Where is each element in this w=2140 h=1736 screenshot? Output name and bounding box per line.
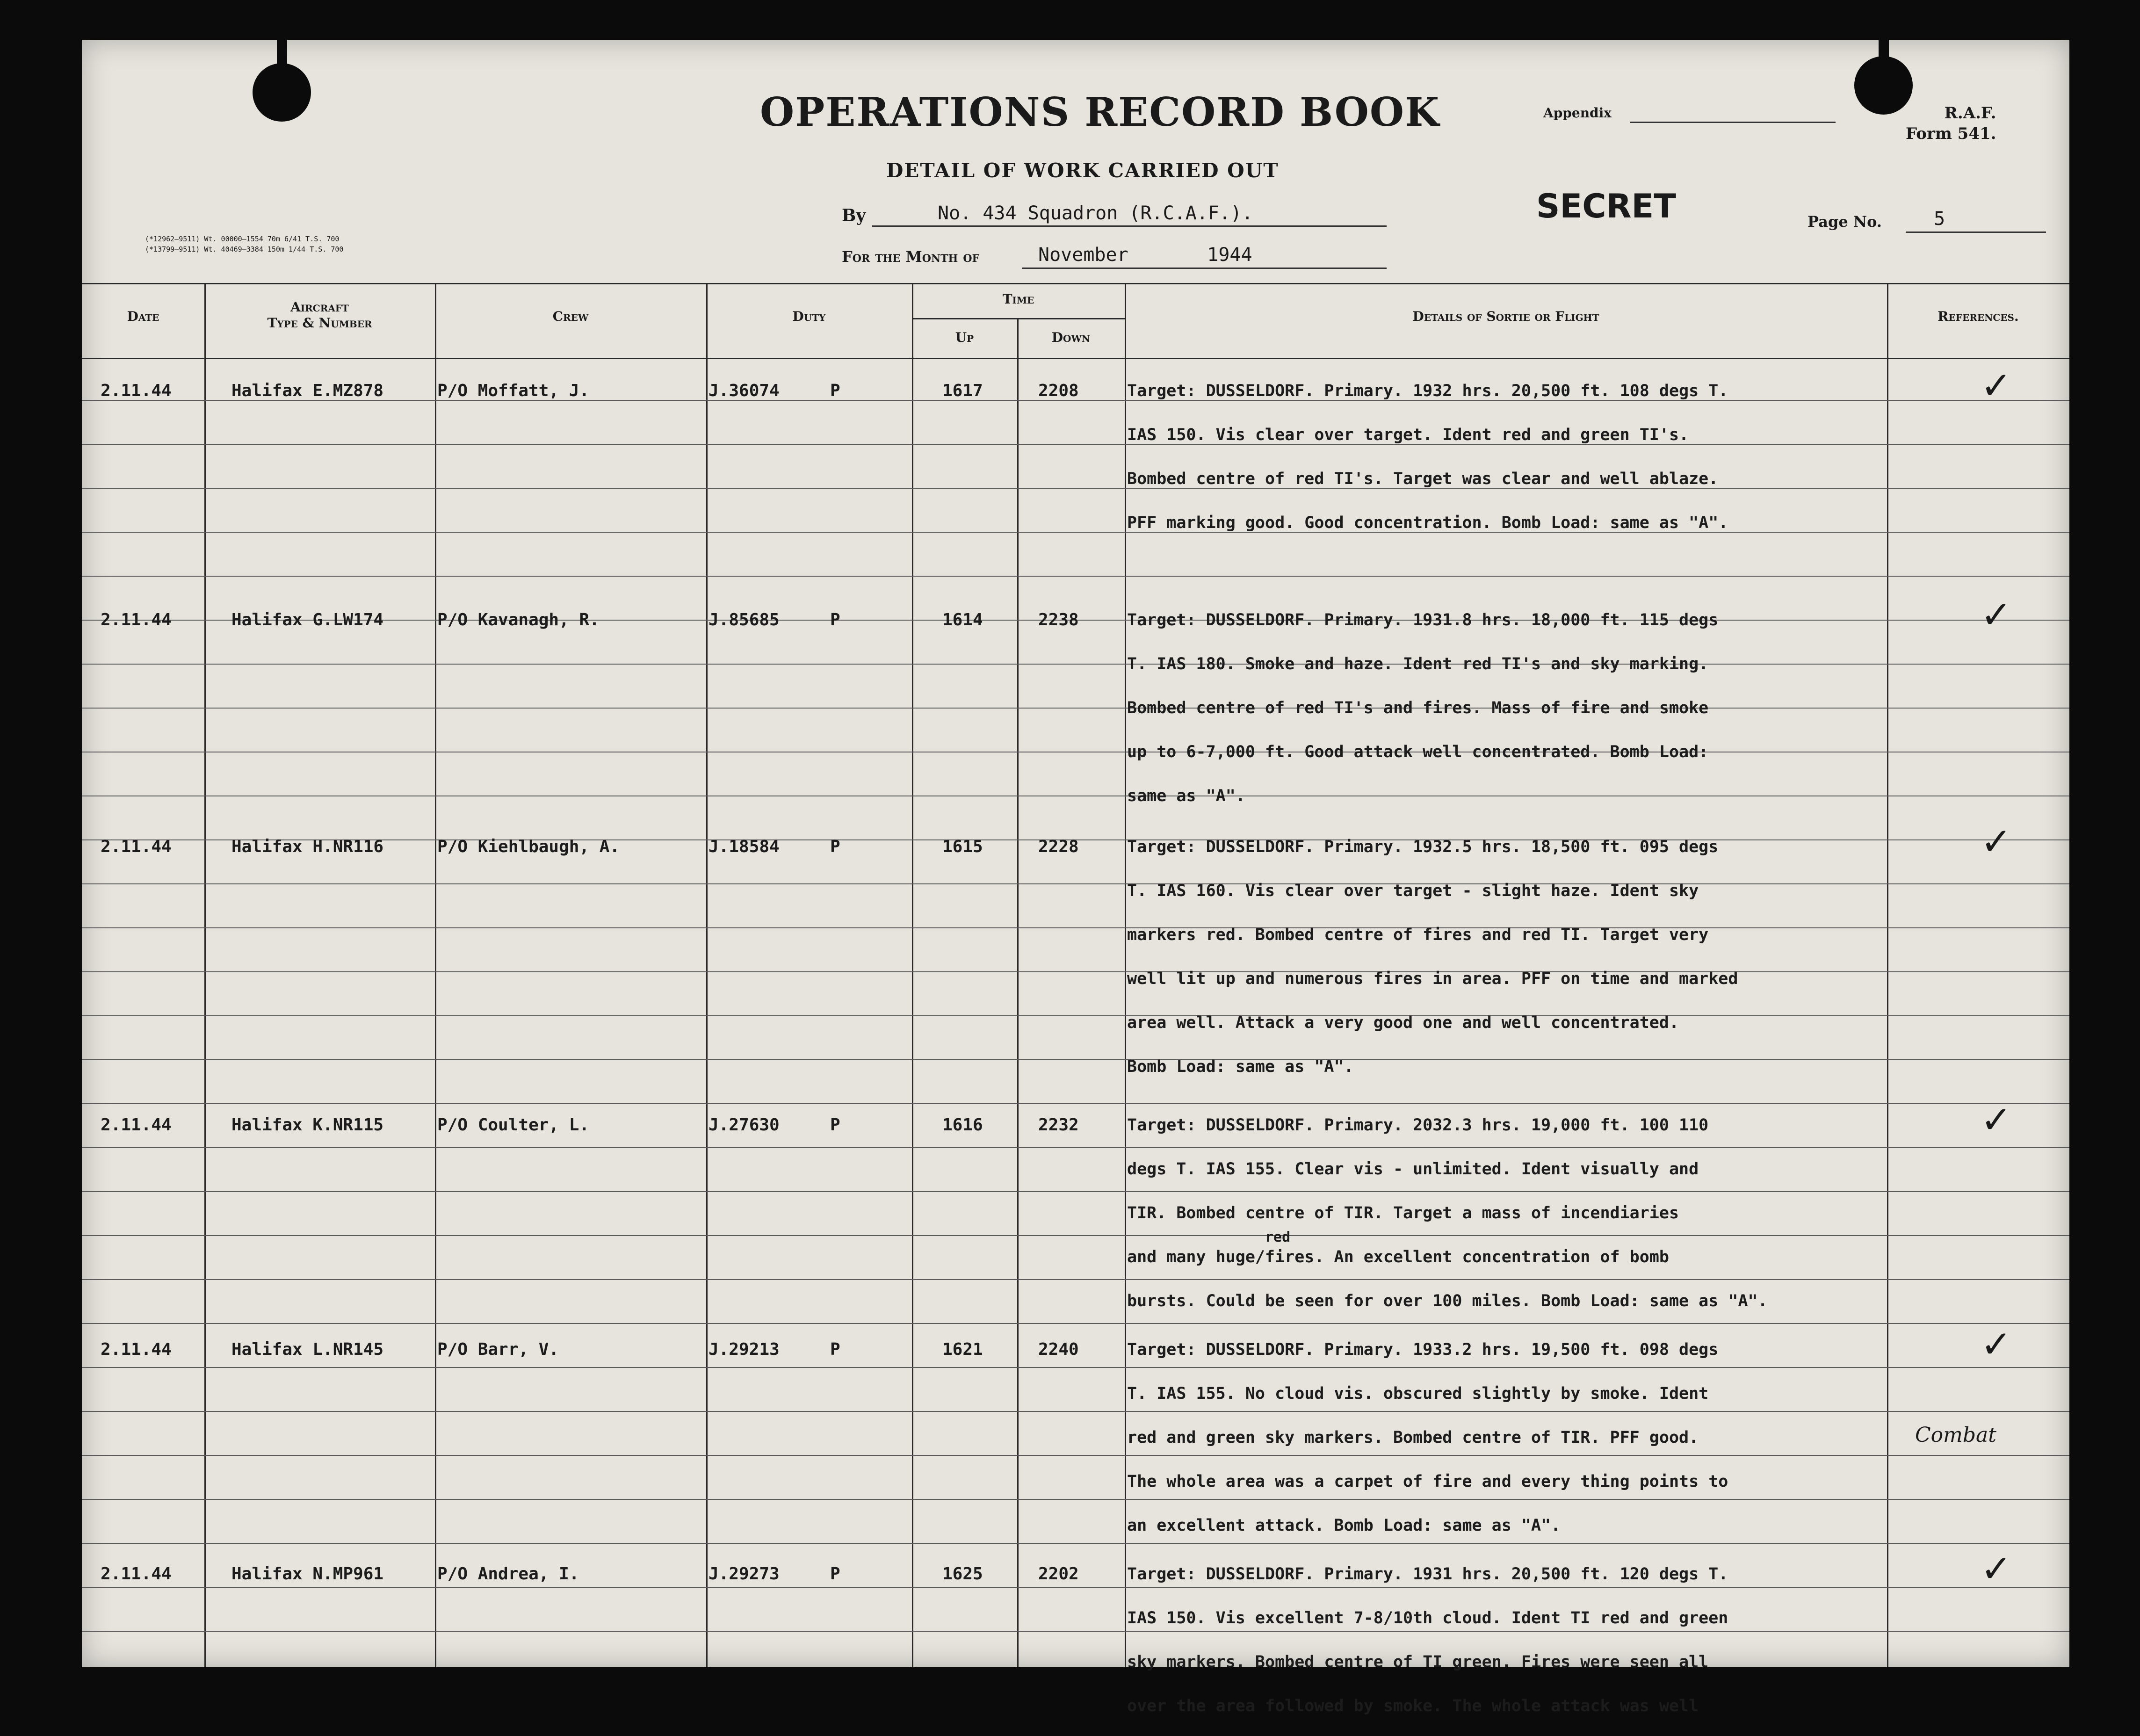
entry-aircraft: Halifax L.NR145 <box>231 1340 384 1359</box>
entry-detail-line: bursts. Could be seen for over 100 miles. Bomb Load: same as "A". <box>1127 1292 1768 1310</box>
reference-checkmark: ✓ <box>1981 820 2012 863</box>
entry-detail-line: Bomb Load: same as "A". <box>1127 1057 1354 1076</box>
entry-detail-line: Target: DUSSELDORF. Primary. 1933.2 hrs. 19,500 ft. 098 degs <box>1127 1340 1719 1359</box>
entry-service-no: J.29213 <box>709 1340 780 1359</box>
entry-detail-line: T. IAS 160. Vis clear over target - slight haze. Ident sky <box>1127 882 1699 900</box>
entry-detail-line: Target: DUSSELDORF. Primary. 1931.8 hrs. 18,000 ft. 115 degs <box>1127 611 1719 629</box>
entry-duty: P <box>830 1115 840 1135</box>
month-value <box>1038 244 1252 266</box>
entry-detail-line: markers red. Bombed centre of fires and red TI. Target very <box>1127 926 1709 944</box>
entry-duty: P <box>830 381 840 400</box>
entry-date: 2.11.44 <box>101 837 172 856</box>
entry-duty: P <box>830 1340 840 1359</box>
entry-time-up: 1617 <box>942 381 983 400</box>
entry-time-up: 1614 <box>942 610 983 629</box>
entry-detail-line: T. IAS 155. No cloud vis. obscured slightly by smoke. Ident <box>1127 1384 1709 1403</box>
entry-duty: P <box>830 837 840 856</box>
column-time-up: Up <box>955 330 974 345</box>
entry-crew: P/O Kiehlbaugh, A. <box>437 837 620 856</box>
entry-detail-line: Bombed centre of red TI's and fires. Mass of fire and smoke <box>1127 699 1709 717</box>
entry-date: 2.11.44 <box>101 1564 172 1584</box>
month: November <box>1038 244 1128 266</box>
entry-detail-line: degs T. IAS 155. Clear vis - unlimited. Ident visually and <box>1127 1160 1699 1179</box>
entry-time-down: 2202 <box>1038 1564 1079 1584</box>
entry-crew: P/O Moffatt, J. <box>437 381 590 400</box>
print-code <box>145 234 343 254</box>
year: 1944 <box>1207 244 1252 266</box>
column-time: Time <box>1002 291 1034 307</box>
entry-detail-line: up to 6-7,000 ft. Good attack well concentrated. Bomb Load: <box>1127 743 1709 761</box>
column-aircraft-line-1: Aircraft <box>290 299 349 315</box>
reference-checkmark: ✓ <box>1981 1098 2012 1142</box>
entry-detail-line: Target: DUSSELDORF. Primary. 1932 hrs. 20,500 ft. 108 degs T. <box>1127 382 1728 400</box>
column-references: References. <box>1938 309 2019 324</box>
form-code <box>1906 103 1996 144</box>
entry-detail-line: T. IAS 180. Smoke and haze. Ident red TI's and sky marking. <box>1127 655 1709 673</box>
record-sheet <box>82 40 2069 1715</box>
entry-date: 2.11.44 <box>101 381 172 400</box>
entry-time-up: 1621 <box>942 1340 983 1359</box>
document-title: OPERATIONS RECORD BOOK <box>760 89 1440 135</box>
entry-detail-line: PFF marking good. Good concentration. Bomb Load: same as "A". <box>1127 514 1728 532</box>
entry-detail-line: TIR. Bombed centre of TIR. Target a mass of incendiaries <box>1127 1204 1679 1222</box>
month-label: For the Month of <box>842 248 980 266</box>
entry-service-no: J.36074 <box>709 381 780 400</box>
entry-detail-line: red and green sky markers. Bombed centre of TIR. PFF good. <box>1127 1428 1699 1447</box>
entry-detail-line: over the area followed by smoke. The whole attack was well <box>1127 1697 1699 1715</box>
entry-crew: P/O Barr, V. <box>437 1340 559 1359</box>
appendix-label: Appendix <box>1543 105 1612 121</box>
entry-detail-line: well lit up and numerous fires in area. PFF on time and marked <box>1127 969 1738 988</box>
entry-aircraft: Halifax H.NR116 <box>231 837 384 856</box>
column-duty: Duty <box>792 309 826 324</box>
entry-detail-line: same as "A". <box>1127 787 1245 805</box>
entry-service-no: J.27630 <box>709 1115 780 1135</box>
entry-date: 2.11.44 <box>101 1340 172 1359</box>
reference-checkmark: ✓ <box>1981 1547 2012 1591</box>
entry-detail-line: The whole area was a carpet of fire and every thing points to <box>1127 1472 1728 1491</box>
entry-date: 2.11.44 <box>101 610 172 629</box>
entry-aircraft: Halifax G.LW174 <box>231 610 384 629</box>
entry-service-no: J.85685 <box>709 610 780 629</box>
binder-hole-left <box>253 63 311 122</box>
entry-time-down: 2240 <box>1038 1340 1079 1359</box>
entry-detail-line: an excellent attack. Bomb Load: same as "A". <box>1127 1516 1561 1535</box>
column-date: Date <box>127 309 159 324</box>
entry-detail-line: IAS 150. Vis clear over target. Ident red and green TI's. <box>1127 426 1689 444</box>
entry-duty: P <box>830 610 840 629</box>
reference-checkmark: ✓ <box>1981 593 2012 637</box>
entry-detail-line: IAS 150. Vis excellent 7-8/10th cloud. Ident TI red and green <box>1127 1609 1728 1628</box>
reference-checkmark: ✓ <box>1981 1323 2012 1366</box>
by-label: By <box>842 206 866 225</box>
entry-crew: P/O Coulter, L. <box>437 1115 590 1135</box>
entry-service-no: J.18584 <box>709 837 780 856</box>
binder-hole-right <box>1854 56 1913 115</box>
entry-detail-line: Target: DUSSELDORF. Primary. 2032.3 hrs. 19,000 ft. 100 110 <box>1127 1116 1709 1135</box>
entry-service-no: J.29273 <box>709 1564 780 1584</box>
entry-crew: P/O Andrea, I. <box>437 1564 579 1584</box>
entry-time-down: 2208 <box>1038 381 1079 400</box>
document-subtitle: DETAIL OF WORK CARRIED OUT <box>886 159 1279 182</box>
entry-note: Combat <box>1915 1423 1996 1447</box>
reference-checkmark: ✓ <box>1981 364 2012 407</box>
print-code-line-1: (*12962—9511) Wt. 00000—1554 70m 6/41 T.S. 700 <box>145 235 340 243</box>
entry-detail-line: sky markers. Bombed centre of TI green. Fires were seen all <box>1127 1653 1709 1671</box>
page-number: 5 <box>1934 208 1945 230</box>
column-time-down: Down <box>1051 330 1091 345</box>
entry-aircraft: Halifax E.MZ878 <box>231 381 384 400</box>
form-code-line-1: R.A.F. <box>1944 104 1996 123</box>
column-aircraft-line-2: Type & Number <box>267 315 372 331</box>
entry-time-down: 2228 <box>1038 837 1079 856</box>
unit-name: No. 434 Squadron (R.C.A.F.). <box>938 203 1253 224</box>
column-aircraft <box>204 299 435 331</box>
record-table <box>82 283 2069 1715</box>
entry-crew: P/O Kavanagh, R. <box>437 610 600 629</box>
entry-date: 2.11.44 <box>101 1115 172 1135</box>
entry-detail-line: and many huge/fires. An excellent concentration of bomb <box>1127 1248 1669 1266</box>
entry-time-up: 1625 <box>942 1564 983 1584</box>
page-label: Page No. <box>1807 213 1882 231</box>
entry-aircraft: Halifax K.NR115 <box>231 1115 384 1135</box>
entry-detail-line: Target: DUSSELDORF. Primary. 1932.5 hrs. 18,500 ft. 095 degs <box>1127 838 1719 856</box>
entry-duty: P <box>830 1564 840 1584</box>
entry-detail-line: area well. Attack a very good one and well concentrated. <box>1127 1013 1679 1032</box>
entry-detail-line: Bombed centre of red TI's. Target was clear and well ablaze. <box>1127 470 1719 488</box>
entry-aircraft: Halifax N.MP961 <box>231 1564 384 1584</box>
form-code-line-2: Form 541. <box>1906 124 1996 143</box>
print-code-line-2: (*13799—9511) Wt. 40469—3384 150m 1/44 T.S. 700 <box>145 245 344 253</box>
entry-detail-line: Target: DUSSELDORF. Primary. 1931 hrs. 20,500 ft. 120 degs T. <box>1127 1565 1728 1584</box>
entry-time-up: 1616 <box>942 1115 983 1135</box>
entry-time-down: 2232 <box>1038 1115 1079 1135</box>
entry-time-up: 1615 <box>942 837 983 856</box>
entry-insert: red <box>1265 1229 1291 1245</box>
column-details: Details of Sortie or Flight <box>1412 309 1599 324</box>
classification-stamp: SECRET <box>1536 187 1677 225</box>
column-crew: Crew <box>552 309 589 324</box>
entry-time-down: 2238 <box>1038 610 1079 629</box>
